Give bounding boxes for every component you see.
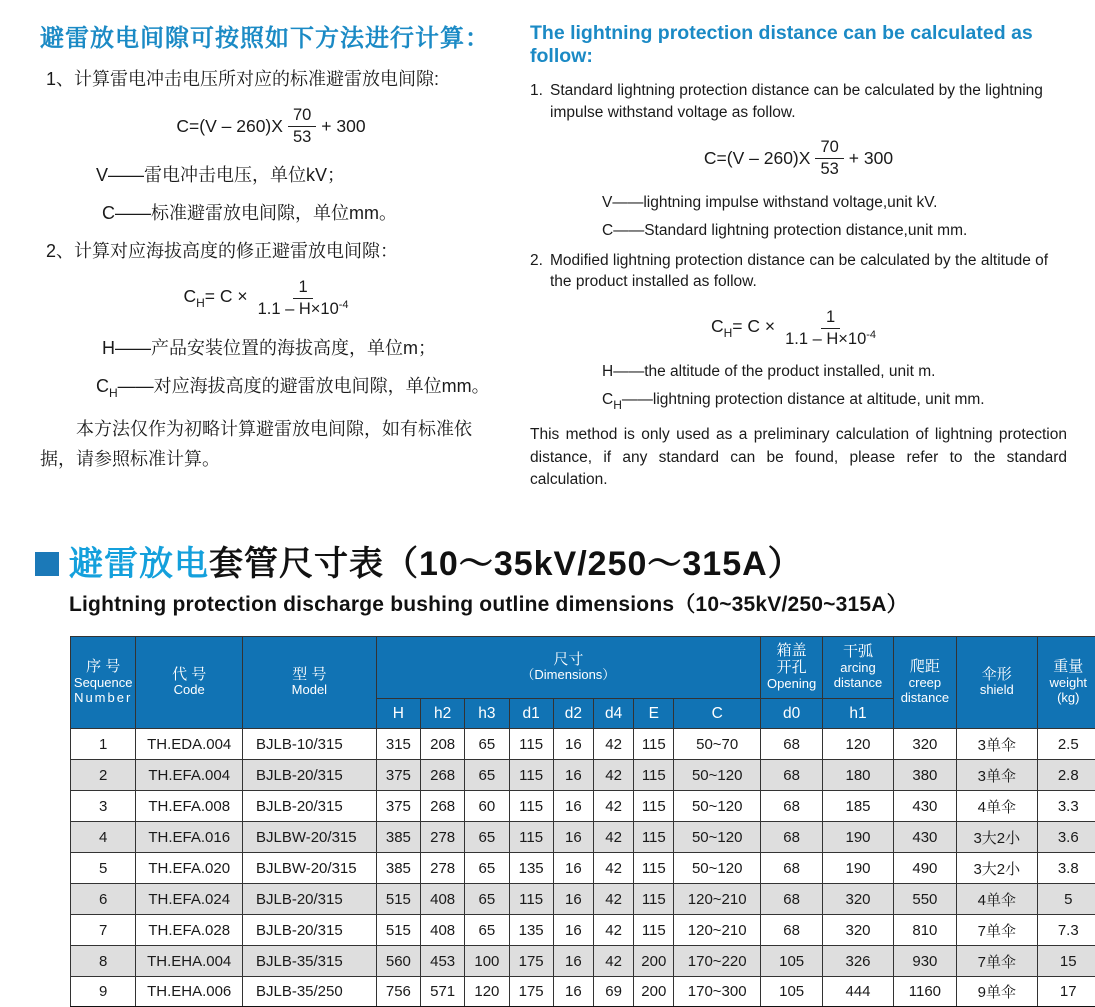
cell-value: 50~70 xyxy=(674,729,761,760)
zh-note: 本方法仅作为初略计算避雷放电间隙，如有标准依据，请参照标准计算。 xyxy=(40,418,472,470)
zh-def-v: V——雷电冲击电压，单位kV； xyxy=(96,165,346,186)
cell-value: 120~210 xyxy=(674,915,761,946)
cell-value: 65 xyxy=(465,853,509,884)
cell-value: 65 xyxy=(465,884,509,915)
cell-value: 2.8 xyxy=(1037,760,1095,791)
table-row xyxy=(71,977,1095,1007)
cell-value: 515 xyxy=(376,884,420,915)
dimensions-table xyxy=(70,636,1095,1007)
cell-value: 120 xyxy=(465,977,509,1007)
cell-value: 180 xyxy=(823,760,893,791)
fraction xyxy=(288,105,316,147)
sub-header-E: E xyxy=(634,699,674,729)
zh-item-1: 1、计算雷电冲击电压所对应的标准避雷放电间隙: xyxy=(46,69,440,89)
item-text: Modified lightning protection distance can be calculated by the altitude of the product installed as follow. xyxy=(550,251,1049,291)
formula-lhs: C=(V – 260)X xyxy=(703,148,811,168)
cell-value: 68 xyxy=(760,853,822,884)
cell-value: 444 xyxy=(823,977,893,1007)
cell-value: 16 xyxy=(553,977,593,1007)
cell-model: BJLB-20/315 xyxy=(242,915,376,946)
formula-rhs: + 300 xyxy=(321,115,366,136)
cell-value: 42 xyxy=(593,760,633,791)
sub-header-H: H xyxy=(376,699,420,729)
fraction-denominator: 53 xyxy=(292,127,312,146)
cell-sequence: 4 xyxy=(71,822,136,853)
col-header-code: 代 号 Code xyxy=(136,637,243,729)
cell-value: 15 xyxy=(1037,946,1095,977)
cell-value: 16 xyxy=(553,822,593,853)
en-def-h: H——the altitude of the product installed, unit m. xyxy=(602,363,936,381)
cell-value: 4单伞 xyxy=(957,884,1037,915)
cell-model: BJLBW-20/315 xyxy=(242,853,376,884)
cell-model: BJLB-20/315 xyxy=(242,884,376,915)
cell-value: 175 xyxy=(509,977,553,1007)
cell-value: 550 xyxy=(893,884,956,915)
cell-value: 50~120 xyxy=(674,791,761,822)
cell-value: 68 xyxy=(760,915,822,946)
item-number: 1. xyxy=(530,82,543,99)
cell-value: 100 xyxy=(465,946,509,977)
cell-value: 3.8 xyxy=(1037,853,1095,884)
cell-value: 408 xyxy=(421,915,465,946)
cell-value: 16 xyxy=(553,884,593,915)
altitude-distance-formula xyxy=(530,307,1067,349)
cell-value: 375 xyxy=(376,760,420,791)
col-header-shield: 伞形 shield xyxy=(957,637,1037,729)
cell-value: 115 xyxy=(634,915,674,946)
col-header-arcing-distance: 干弧 arcing distance xyxy=(823,637,893,699)
cell-value: 3大2小 xyxy=(957,853,1037,884)
section-subtitle: Lightning protection discharge bushing outline dimensions（10~35kV/250~315A） xyxy=(69,593,908,617)
zh-def-h: H——产品安装位置的海拔高度，单位m； xyxy=(102,337,436,358)
cell-value: 278 xyxy=(421,853,465,884)
cell-model: BJLB-35/250 xyxy=(242,977,376,1007)
cell-value: 60 xyxy=(465,791,509,822)
cell-model: BJLBW-20/315 xyxy=(242,822,376,853)
cell-model: BJLB-35/315 xyxy=(242,946,376,977)
standard-distance-formula xyxy=(40,105,502,147)
table-row xyxy=(71,946,1095,977)
table-row xyxy=(71,791,1095,822)
cell-value: 278 xyxy=(421,822,465,853)
sub-header-d2: d2 xyxy=(553,699,593,729)
en-def-v: V——lightning impulse withstand voltage,unit kV. xyxy=(602,193,938,211)
cell-value: 65 xyxy=(465,729,509,760)
table-row xyxy=(71,760,1095,791)
fraction-denominator: $1.1 - H\times 10^{-4}$ xyxy=(785,328,877,348)
sub-header-d4: d4 xyxy=(593,699,633,729)
cell-value: 490 xyxy=(893,853,956,884)
cell-value: 430 xyxy=(893,822,956,853)
cell-value: 16 xyxy=(553,760,593,791)
fraction-denominator: $1.1 - H\times 10^{-4}$ xyxy=(257,298,349,318)
cell-value: 7单伞 xyxy=(957,915,1037,946)
col-header-weight: 重量 weight (kg) xyxy=(1037,637,1095,729)
cell-sequence: 3 xyxy=(71,791,136,822)
cell-value: 42 xyxy=(593,884,633,915)
cell-value: 115 xyxy=(509,822,553,853)
cell-code: TH.EFA.016 xyxy=(136,822,243,853)
cell-value: 185 xyxy=(823,791,893,822)
cell-value: 16 xyxy=(553,729,593,760)
cell-sequence: 9 xyxy=(71,977,136,1007)
cell-code: TH.EFA.028 xyxy=(136,915,243,946)
cell-code: TH.EFA.008 xyxy=(136,791,243,822)
item-text: Standard lightning protection distance can be calculated by the lightning impulse withstand voltage as follow. xyxy=(550,82,1043,121)
cell-value: 115 xyxy=(634,884,674,915)
table-row xyxy=(71,884,1095,915)
col-header-sequence: 序 号 Sequence Number xyxy=(71,637,136,729)
zh-def-ch: $C_H——$对应海拔高度的避雷放电间隙，单位mm。 xyxy=(96,375,490,400)
cell-value: 2.5 xyxy=(1037,729,1095,760)
cell-value: 16 xyxy=(553,946,593,977)
cell-value: 430 xyxy=(893,791,956,822)
cell-value: 50~120 xyxy=(674,760,761,791)
zh-def-c: C——标准避雷放电间隙，单位mm。 xyxy=(102,203,397,224)
formula-rhs: + 300 xyxy=(848,148,894,168)
cell-value: 268 xyxy=(421,791,465,822)
cell-value: 115 xyxy=(634,822,674,853)
cell-value: 50~120 xyxy=(674,822,761,853)
zh-item-2: 2、计算对应海拔高度的修正避雷放电间隙： xyxy=(46,241,399,262)
table-row xyxy=(71,822,1095,853)
col-header-dimensions: 尺寸 （Dimensions） xyxy=(376,637,760,699)
cell-value: 115 xyxy=(634,791,674,822)
cell-value: 9单伞 xyxy=(957,977,1037,1007)
cell-value: 320 xyxy=(823,915,893,946)
cell-value: 16 xyxy=(553,791,593,822)
cell-value: 68 xyxy=(760,791,822,822)
formula-lhs: $C_H= C$ × xyxy=(183,286,248,311)
cell-value: 115 xyxy=(509,760,553,791)
cell-sequence: 5 xyxy=(71,853,136,884)
cell-value: 115 xyxy=(634,729,674,760)
sub-header-d0: d0 xyxy=(760,699,822,729)
cell-value: 5 xyxy=(1037,884,1095,915)
cell-value: 571 xyxy=(421,977,465,1007)
altitude-distance-formula xyxy=(40,277,502,319)
cell-value: 42 xyxy=(593,946,633,977)
cell-value: 7.3 xyxy=(1037,915,1095,946)
cell-value: 208 xyxy=(421,729,465,760)
sub-header-h1: h1 xyxy=(823,699,893,729)
cell-value: 3.3 xyxy=(1037,791,1095,822)
cell-value: 320 xyxy=(893,729,956,760)
en-def-ch: $C_H——lightning$ protection distance at altitude, unit mm. xyxy=(602,391,985,413)
fraction-numerator: 1 xyxy=(293,277,312,299)
table-row xyxy=(71,915,1095,946)
cell-value: 115 xyxy=(509,791,553,822)
cell-sequence: 7 xyxy=(71,915,136,946)
calculation-section xyxy=(0,0,1095,492)
cell-value: 1160 xyxy=(893,977,956,1007)
cell-value: 3单伞 xyxy=(957,760,1037,791)
cell-value: 3大2小 xyxy=(957,822,1037,853)
cell-code: TH.EFA.024 xyxy=(136,884,243,915)
fraction xyxy=(815,137,843,179)
cell-sequence: 8 xyxy=(71,946,136,977)
cell-value: 320 xyxy=(823,884,893,915)
col-header-opening: 箱盖 开孔 Opening xyxy=(760,637,822,699)
cell-value: 3.6 xyxy=(1037,822,1095,853)
cell-value: 560 xyxy=(376,946,420,977)
cell-value: 408 xyxy=(421,884,465,915)
cell-value: 170~220 xyxy=(674,946,761,977)
cell-value: 326 xyxy=(823,946,893,977)
en-def-c: C——Standard lightning protection distance,unit mm. xyxy=(602,221,968,239)
cell-value: 120~210 xyxy=(674,884,761,915)
section-title xyxy=(35,546,1095,583)
fraction-numerator: 70 xyxy=(288,105,316,127)
cell-value: 380 xyxy=(893,760,956,791)
cell-value: 69 xyxy=(593,977,633,1007)
cell-value: 68 xyxy=(760,822,822,853)
cell-sequence: 2 xyxy=(71,760,136,791)
cell-value: 170~300 xyxy=(674,977,761,1007)
cell-value: 42 xyxy=(593,853,633,884)
en-item-1 xyxy=(530,80,1067,123)
dimension-table-section xyxy=(35,546,1095,1007)
cell-value: 16 xyxy=(553,915,593,946)
table-body xyxy=(71,729,1095,1007)
section-title-text: 避雷放电套管尺寸表（10～35kV/250～315A） xyxy=(69,544,803,583)
en-heading: The lightning protection distance can be calculated as follow: xyxy=(530,22,1033,67)
cell-value: 17 xyxy=(1037,977,1095,1007)
cell-value: 810 xyxy=(893,915,956,946)
cell-value: 200 xyxy=(634,977,674,1007)
cell-value: 375 xyxy=(376,791,420,822)
zh-heading: 避雷放电间隙可按照如下方法进行计算： xyxy=(40,25,490,52)
cell-value: 385 xyxy=(376,822,420,853)
cell-value: 16 xyxy=(553,853,593,884)
cell-model: BJLB-20/315 xyxy=(242,760,376,791)
formula-lhs: C=(V – 260)X xyxy=(176,115,283,136)
table-header xyxy=(71,637,1095,729)
cell-value: 190 xyxy=(823,853,893,884)
formula-lhs: $C_H= C$ × xyxy=(710,316,776,341)
cell-value: 42 xyxy=(593,729,633,760)
cell-value: 50~120 xyxy=(674,853,761,884)
cell-value: 65 xyxy=(465,822,509,853)
cell-value: 115 xyxy=(634,760,674,791)
fraction-denominator: 53 xyxy=(820,160,839,178)
cell-value: 7单伞 xyxy=(957,946,1037,977)
cell-value: 4单伞 xyxy=(957,791,1037,822)
cell-model: BJLB-20/315 xyxy=(242,791,376,822)
cell-value: 105 xyxy=(760,946,822,977)
cell-value: 268 xyxy=(421,760,465,791)
english-column xyxy=(530,14,1067,492)
cell-code: TH.EDA.004 xyxy=(136,729,243,760)
table-row xyxy=(71,729,1095,760)
sub-header-C: C xyxy=(674,699,761,729)
cell-value: 385 xyxy=(376,853,420,884)
cell-value: 135 xyxy=(509,915,553,946)
sub-header-h3: h3 xyxy=(465,699,509,729)
cell-value: 175 xyxy=(509,946,553,977)
cell-code: TH.EHA.006 xyxy=(136,977,243,1007)
cell-value: 515 xyxy=(376,915,420,946)
col-header-model: 型 号 Model xyxy=(242,637,376,729)
chinese-column xyxy=(40,14,502,492)
cell-value: 115 xyxy=(634,853,674,884)
standard-distance-formula xyxy=(530,137,1067,179)
col-header-creep-distance: 爬距 creep distance xyxy=(893,637,956,729)
cell-value: 453 xyxy=(421,946,465,977)
cell-value: 200 xyxy=(634,946,674,977)
fraction xyxy=(253,277,354,319)
table-row xyxy=(71,853,1095,884)
cell-value: 68 xyxy=(760,760,822,791)
cell-value: 135 xyxy=(509,853,553,884)
cell-value: 42 xyxy=(593,791,633,822)
cell-value: 120 xyxy=(823,729,893,760)
cell-value: 65 xyxy=(465,760,509,791)
cell-sequence: 1 xyxy=(71,729,136,760)
sub-header-h2: h2 xyxy=(421,699,465,729)
blue-square-icon xyxy=(35,552,59,576)
cell-code: TH.EFA.020 xyxy=(136,853,243,884)
cell-value: 115 xyxy=(509,884,553,915)
cell-value: 68 xyxy=(760,729,822,760)
fraction-numerator: 1 xyxy=(821,307,840,329)
cell-model: BJLB-10/315 xyxy=(242,729,376,760)
cell-value: 930 xyxy=(893,946,956,977)
en-item-2 xyxy=(530,250,1067,293)
cell-value: 115 xyxy=(509,729,553,760)
fraction xyxy=(780,307,881,349)
cell-code: TH.EHA.004 xyxy=(136,946,243,977)
cell-value: 756 xyxy=(376,977,420,1007)
cell-sequence: 6 xyxy=(71,884,136,915)
cell-value: 65 xyxy=(465,915,509,946)
cell-code: TH.EFA.004 xyxy=(136,760,243,791)
cell-value: 42 xyxy=(593,822,633,853)
cell-value: 105 xyxy=(760,977,822,1007)
cell-value: 3单伞 xyxy=(957,729,1037,760)
en-note: This method is only used as a preliminary calculation of lightning protection distance, if any standard can be found, please refer to the standard calculation. xyxy=(530,426,1067,489)
cell-value: 315 xyxy=(376,729,420,760)
sub-header-d1: d1 xyxy=(509,699,553,729)
cell-value: 68 xyxy=(760,884,822,915)
fraction-numerator: 70 xyxy=(815,137,843,159)
cell-value: 190 xyxy=(823,822,893,853)
cell-value: 42 xyxy=(593,915,633,946)
item-number: 2. xyxy=(530,251,543,269)
